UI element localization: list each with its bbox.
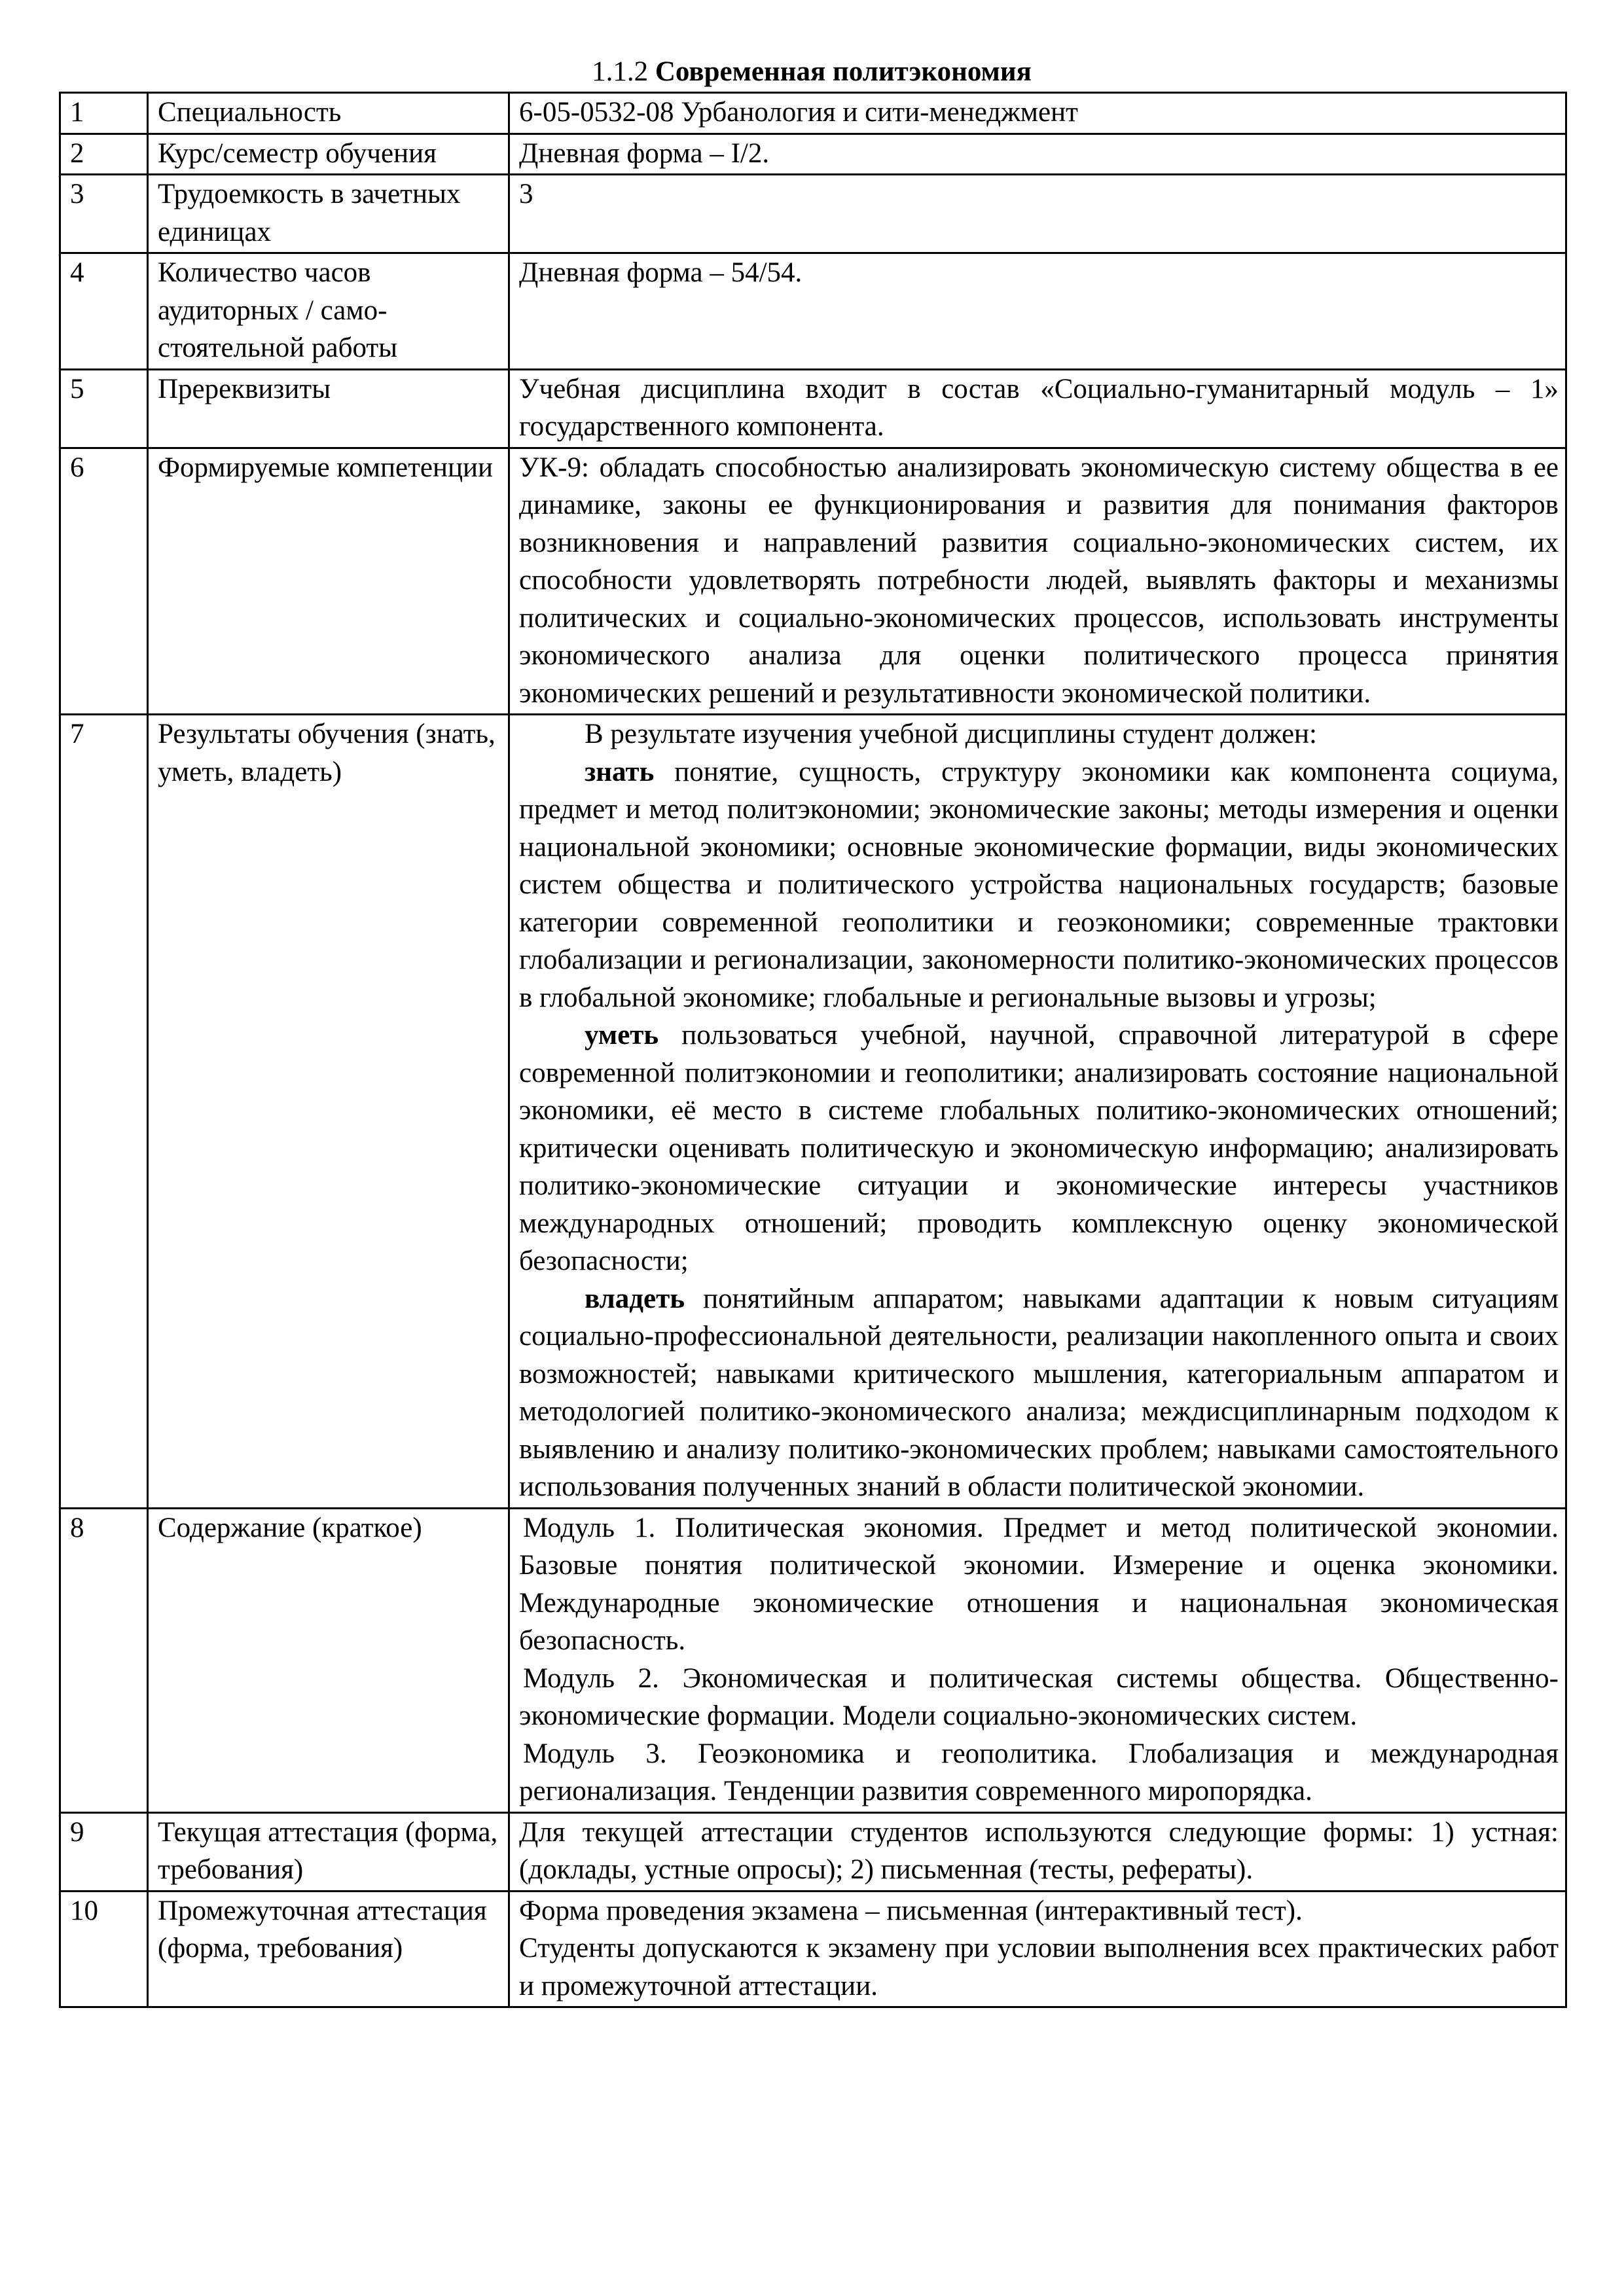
title-name: Современная политэкономия xyxy=(655,56,1032,87)
row-value xyxy=(509,1891,1566,2007)
table-row-intermediate-assessment xyxy=(60,1891,1566,2007)
know-keyword: знать xyxy=(585,756,655,787)
table-row-specialty xyxy=(60,93,1566,134)
exam-admission: Студенты допускаются к экзамену при условии выполнения всех практических работ и промежуточной аттестации. xyxy=(519,1933,1559,2001)
table-row-current-assessment xyxy=(60,1812,1566,1891)
row-value: Дневная форма – I/2. xyxy=(509,134,1566,175)
row-label: Содержание (краткое) xyxy=(148,1508,509,1812)
module-3: Модуль 3. Геоэкономика и геополитика. Глобализация и международная регионализация. Тенденции развития современного миропорядка. xyxy=(519,1738,1559,1806)
row-label: Специальность xyxy=(148,93,509,134)
can-keyword: уметь xyxy=(585,1020,659,1050)
row-label: Текущая аттестация (форма, требования) xyxy=(148,1812,509,1891)
row-number: 9 xyxy=(60,1812,148,1891)
row-label: Промежуточная аттестация (форма, требования) xyxy=(148,1891,509,2007)
exam-form: Форма проведения экзамена – письменная (интерактивный тест). xyxy=(519,1895,1303,1926)
row-number: 8 xyxy=(60,1508,148,1812)
own-text: понятийным аппаратом; навыками адаптации к новым ситуациям социально-профессиональной деятельности, реализации накопленного опыта и своих возможностей; навыками критического мышления, категориальным аппаратом и методологией политико-экономического анализа; междисциплинарным подходом к выявлению и анализу политико-экономических проблем; навыками самостоятельного использования полученных знаний в области политической экономии. xyxy=(519,1283,1559,1502)
outcomes-can xyxy=(519,1016,1559,1280)
row-label: Количество часов аудиторных / само-стоятельной работы xyxy=(148,253,509,370)
row-value: Для текущей аттестации студентов используются следующие формы: 1) устная: (доклады, устные опросы); 2) письменная (тесты, рефераты). xyxy=(509,1812,1566,1891)
row-number: 3 xyxy=(60,175,148,253)
table-row-credits xyxy=(60,175,1566,253)
row-value: УК-9: обладать способностью анализировать экономическую систему общества в ее динамике, законы ее функционирования и развития для понимания факторов возникновения и направлений развития социально-экономических систем, их способности удовлетворять потребности людей, выявлять факторы и механизмы политических и социально-экономических процессов, использовать инструменты экономического анализа для оценки политического процесса принятия экономических решений и результативности экономической политики. xyxy=(509,448,1566,715)
can-text: пользоваться учебной, научной, справочной литературой в сфере современной политэкономии и геополитики; анализировать состояние национальной экономики, её место в системе глобальных политико-экономических отношений; критически оценивать политическую и экономическую информацию; анализировать политико-экономические ситуации и экономические интересы участников международных отношений; проводить комплексную оценку экономической безопасности; xyxy=(519,1020,1559,1276)
row-number: 6 xyxy=(60,448,148,715)
outcomes-intro: В результате изучения учебной дисциплины студент должен: xyxy=(585,719,1318,749)
module-1: Модуль 1. Политическая экономия. Предмет и метод политической экономии. Базовые понятия политической экономии. Измерение и оценка экономики. Международные экономические отношения и национальная экономическая безопасность. xyxy=(519,1512,1559,1656)
table-row-prerequisites xyxy=(60,369,1566,448)
row-number: 10 xyxy=(60,1891,148,2007)
row-value: Дневная форма – 54/54. xyxy=(509,253,1566,370)
outcomes-own xyxy=(519,1280,1559,1506)
row-label: Формируемые компетенции xyxy=(148,448,509,715)
table-row-hours xyxy=(60,253,1566,370)
row-value: Учебная дисциплина входит в состав «Социально-гуманитарный модуль – 1» государственного компонента. xyxy=(509,369,1566,448)
row-number: 1 xyxy=(60,93,148,134)
outcomes-know xyxy=(519,753,1559,1017)
page-title xyxy=(59,54,1564,90)
row-label: Пререквизиты xyxy=(148,369,509,448)
row-value xyxy=(509,1508,1566,1812)
row-label: Трудоемкость в зачетных единицах xyxy=(148,175,509,253)
table-row-content xyxy=(60,1508,1566,1812)
row-value: 6-05-0532-08 Урбанология и сити-менеджмент xyxy=(509,93,1566,134)
table-row-course-semester xyxy=(60,134,1566,175)
row-number: 7 xyxy=(60,715,148,1509)
row-value xyxy=(509,715,1566,1509)
title-number: 1.1.2 xyxy=(592,56,649,87)
module-2: Модуль 2. Экономическая и политическая системы общества. Общественно-экономические формации. Модели социально-экономических систем. xyxy=(519,1662,1559,1731)
course-table xyxy=(59,92,1567,2008)
table-row-competencies xyxy=(60,448,1566,715)
know-text: понятие, сущность, структуру экономики как компонента социума, предмет и метод политэкономии; экономические законы; методы измерения и оценки национальной экономики; основные экономические формации, виды экономических систем общества и политического устройства национальных государств; базовые категории современной геополитики и геоэкономики; современные трактовки глобализации и регионализации, закономерности политико-экономических процессов в глобальной экономике; глобальные и региональные вызовы и угрозы; xyxy=(519,756,1559,1013)
row-label: Результаты обучения (знать, уметь, владеть) xyxy=(148,715,509,1509)
row-value: 3 xyxy=(509,175,1566,253)
row-number: 5 xyxy=(60,369,148,448)
own-keyword: владеть xyxy=(585,1283,685,1314)
row-label: Курс/семестр обучения xyxy=(148,134,509,175)
table-row-learning-outcomes xyxy=(60,715,1566,1509)
row-number: 4 xyxy=(60,253,148,370)
row-number: 2 xyxy=(60,134,148,175)
